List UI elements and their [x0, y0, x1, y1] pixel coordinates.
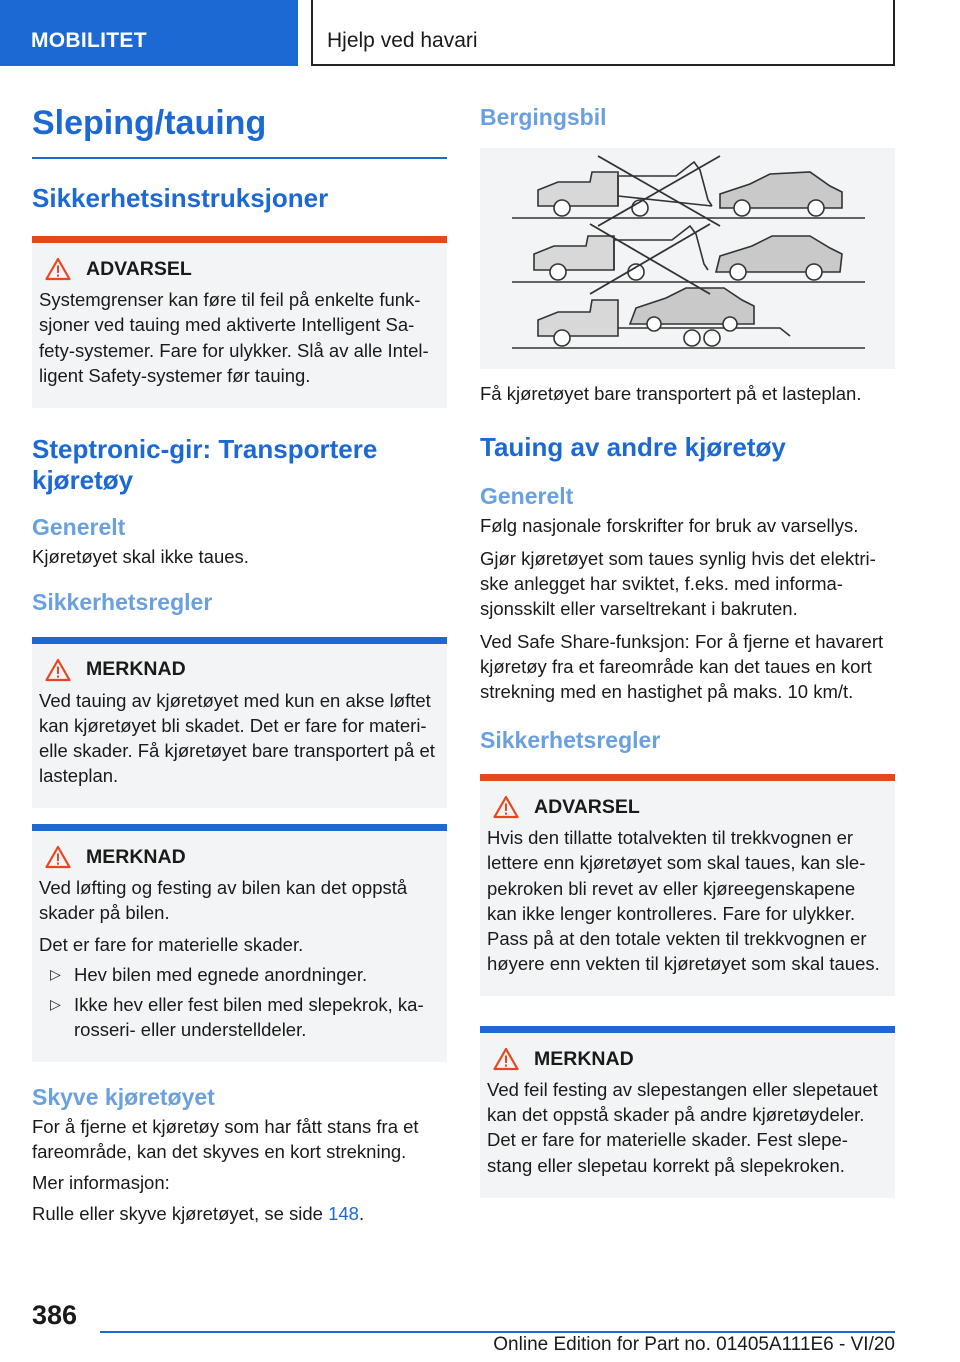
warning-triangle-icon: [45, 658, 71, 682]
list-item-text: Ikke hev eller fest bilen med slepekrok, ka-rosseri- eller understelldeler.: [74, 993, 424, 1041]
page-reference-link[interactable]: 148: [328, 1203, 359, 1225]
reference-text: Rulle eller skyve kjøretøyet, se side: [32, 1203, 329, 1225]
note-text: Ved tauing av kjøretøyet med kun en akse løftet kan kjøretøyet bli skadet. Det er fare for materi-elle skader. Få kjøretøyet bare transportert på et lasteplan.: [39, 689, 435, 787]
general-paragraph: Gjør kjøretøyet som taues synlig hvis det elektri-ske anlegget har sviktet, f.eks. med informa-sjonsskilt eller varseltrekant i bakruten.: [480, 547, 876, 619]
warning-header: [487, 795, 889, 819]
warning-box: [480, 774, 895, 996]
warning-triangle-icon: [493, 1047, 519, 1071]
general-text: Kjøretøyet skal ikke taues.: [32, 545, 249, 567]
warning-box: [32, 236, 447, 408]
edition-info: Online Edition for Part no. 01405A111E6 - VI/20: [493, 1334, 895, 1355]
tow-other-vehicles-heading: Tauing av andre kjøretøy: [480, 431, 786, 462]
warning-text: Systemgrenser kan føre til feil på enkelte funk-sjoner ved tauing med aktiverte Intelligent Sa-fety-systemer. Fare for ulykker. Slå av alle Intel-ligent Safety-systemer før tauing.: [39, 289, 429, 386]
chapter-title: Hjelp ved havari: [311, 0, 895, 66]
right-column: [480, 96, 895, 1198]
tow-truck-diagram: [480, 148, 895, 369]
note-text: Det er fare for materielle skader.: [39, 933, 304, 955]
figure-caption: Få kjøretøyet bare transportert på et lasteplan.: [480, 382, 862, 404]
warning-label: ADVARSEL: [534, 795, 640, 818]
general-paragraph: Følg nasjonale forskrifter for bruk av varsellys.: [480, 514, 859, 536]
push-vehicle-text: For å fjerne et kjøretøy som har fått stans fra et fareområde, kan det skyves en kort strekning.: [32, 1115, 419, 1162]
push-vehicle-heading: Skyve kjøretøyet: [32, 1084, 215, 1111]
bullet-triangle-icon: ▷: [50, 965, 61, 982]
list-item: [39, 962, 441, 987]
left-column: [32, 96, 447, 1226]
reference-line: [32, 1201, 447, 1226]
section-tab: MOBILITET: [0, 0, 298, 66]
warning-label: ADVARSEL: [86, 257, 192, 280]
warning-triangle-icon: [45, 845, 71, 869]
note-label: MERKNAD: [86, 658, 186, 681]
bullet-triangle-icon: ▷: [50, 995, 61, 1012]
page-header: [0, 0, 960, 66]
warning-triangle-icon: [45, 257, 71, 281]
tow-truck-illustration: [480, 148, 895, 369]
note-box: [32, 637, 447, 809]
safety-rules-heading: Sikkerhetsregler: [32, 589, 213, 616]
steptronic-heading: Steptronic-gir: Transportere kjøretøy: [32, 433, 378, 496]
safety-instructions-heading: Sikkerhetsinstruksjoner: [32, 183, 329, 214]
note-label: MERKNAD: [534, 1047, 634, 1070]
note-text: Ved feil festing av slepestangen eller slepetauet kan det oppstå skader på andre kjøretøydeler. Det er fare for materielle skader. Fest slepe-stang eller slepetau korrekt på slepekroken.: [487, 1079, 878, 1176]
safety-rules-heading: Sikkerhetsregler: [480, 726, 661, 753]
reference-end: .: [358, 1203, 365, 1225]
general-heading: Generelt: [32, 514, 126, 541]
more-info-label: Mer informasjon:: [32, 1172, 170, 1194]
warning-triangle-icon: [493, 795, 519, 819]
note-label: MERKNAD: [86, 845, 186, 868]
note-box: [480, 1026, 895, 1198]
warning-text: Hvis den tillatte totalvekten til trekkvognen er lettere enn kjøretøyet som skal taues, kan sle-pekroken bli revet av eller kjøreegenskapene kan ikke lenger kontrolleres. Fare for ulykker. Pass på at den totale vekten til trekkvognen er høyere enn vekten til kjøretøyet som skal taues.: [487, 827, 880, 974]
page-number: 386: [32, 1300, 78, 1330]
page-title: Sleping/tauing: [32, 104, 447, 159]
list-item-text: Hev bilen med egnede anordninger.: [74, 963, 368, 985]
footer-divider: [100, 1331, 895, 1333]
list-item: [39, 992, 441, 1042]
note-header: [39, 658, 441, 682]
warning-header: [39, 257, 441, 281]
note-header: [39, 845, 441, 869]
general-paragraph: Ved Safe Share-funksjon: For å fjerne et havarert kjøretøy fra et fareområde kan det taues en kort strekning med en hastighet på maks. 10 km/t.: [480, 631, 884, 703]
note-header: [487, 1047, 889, 1071]
general-heading: Generelt: [480, 482, 574, 509]
note-text: Ved løfting og festing av bilen kan det oppstå skader på bilen.: [39, 877, 408, 924]
tow-truck-heading: Bergingsbil: [480, 104, 607, 130]
note-box: [32, 824, 447, 1062]
